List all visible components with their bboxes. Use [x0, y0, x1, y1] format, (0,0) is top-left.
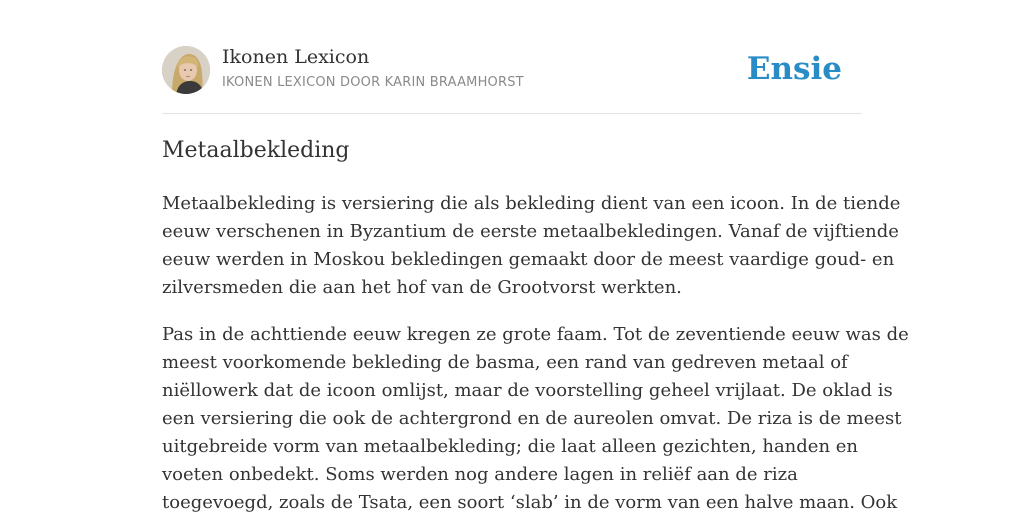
- article-body: [162, 190, 909, 512]
- paragraph-line: een versiering die ook de achtergrond en de aureolen omvat. De riza is de meest: [162, 408, 902, 429]
- paragraph-line: voeten onbedekt. Soms werden nog andere lagen in reliëf aan de riza: [162, 464, 798, 485]
- paragraph-line: eeuw werden in Moskou bekledingen gemaakt door de meest vaardige goud- en: [162, 249, 895, 270]
- article-title: Metaalbekleding: [162, 138, 350, 163]
- paragraph: [162, 190, 901, 302]
- author-avatar[interactable]: [162, 46, 210, 94]
- paragraph-line: eeuw verschenen in Byzantium de eerste metaalbekledingen. Vanaf de vijftiende: [162, 221, 899, 242]
- brand-logo[interactable]: Ensie: [746, 51, 842, 87]
- source-subtitle[interactable]: IKONEN LEXICON DOOR KARIN BRAAMHORST: [222, 75, 524, 90]
- paragraph-line: Metaalbekleding is versiering die als bekleding dient van een icoon. In de tiende: [162, 193, 901, 214]
- paragraph: [162, 321, 909, 512]
- header-divider: [162, 113, 862, 114]
- paragraph-line: Pas in de achttiende eeuw kregen ze grote faam. Tot de zeventiende eeuw was de: [162, 324, 909, 345]
- paragraph-line: meest voorkomende bekleding de basma, een rand van gedreven metaal of: [162, 352, 848, 373]
- paragraph-line: uitgebreide vorm van metaalbekleding; die laat alleen gezichten, handen en: [162, 436, 859, 457]
- header: [162, 46, 862, 96]
- paragraph-line: niëllowerk dat de icoon omlijst, maar de voorstelling geheel vrijlaat. De oklad is: [162, 380, 893, 401]
- avatar-portrait-icon: [162, 46, 210, 94]
- source-title[interactable]: Ikonen Lexicon: [222, 46, 370, 68]
- paragraph-line: zilversmeden die aan het hof van de Grootvorst werkten.: [162, 277, 682, 298]
- paragraph-line: toegevoegd, zoals de Tsata, een soort ‘slab’ in de vorm van een halve maan. Ook: [162, 492, 898, 512]
